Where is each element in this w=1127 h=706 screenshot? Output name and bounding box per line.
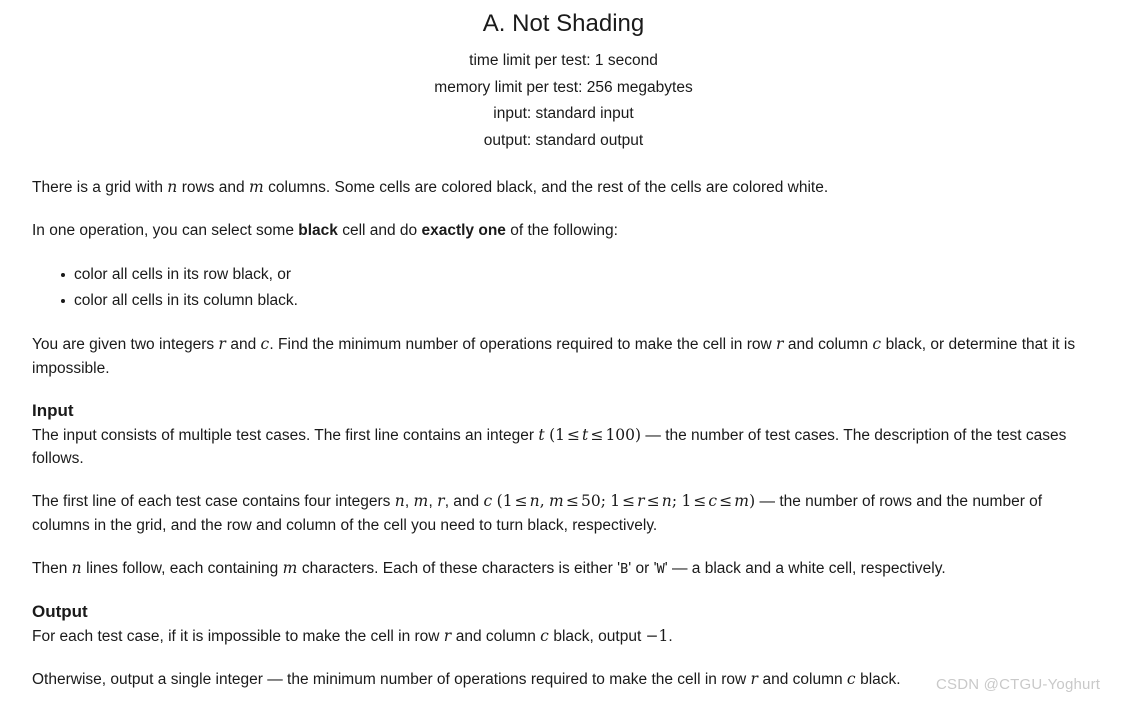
text-fragment: columns. Some cells are colored black, and the rest of the cells are colored white. <box>263 179 829 196</box>
math-var-c: c <box>846 669 856 688</box>
text-fragment: In one operation, you can select some <box>32 222 299 239</box>
list-item-label: color all cells in its column black. <box>74 292 298 309</box>
math-paren-open: ( <box>549 425 556 444</box>
list-item-label: color all cells in its row black, or <box>74 266 292 283</box>
operation-list <box>32 262 1095 314</box>
math-number-1: 1 <box>502 492 513 510</box>
text-fragment: lines follow, each containing <box>81 559 283 577</box>
math-var-m: m <box>248 178 264 196</box>
emphasis-black: black <box>298 222 338 239</box>
text-fragment: rows and <box>177 179 249 196</box>
paragraph-input-testcases <box>32 424 1095 471</box>
paragraph-output-impossible <box>32 625 1095 649</box>
math-leq: ≤ <box>590 425 604 444</box>
text-fragment: For each test case, if it is impossible to make the cell in row <box>32 627 444 645</box>
text-fragment: characters. Each of these characters is either ' <box>297 559 621 577</box>
math-leq: ≤ <box>693 492 707 510</box>
math-paren-close: ) <box>635 425 642 444</box>
text-fragment: , and <box>444 493 484 510</box>
text-fragment: and column <box>758 670 847 688</box>
math-var-m: m <box>734 492 750 510</box>
text-fragment: and column <box>451 627 541 645</box>
text-fragment: The input consists of multiple test cases. The first line contains an integer <box>32 426 539 444</box>
math-paren-open: ( <box>496 492 503 510</box>
text-fragment: — the number of rows and the number of columns in the grid, and the row and column of the cell you need to turn black, respectively. <box>32 493 1043 534</box>
math-var-c: c <box>260 335 270 353</box>
text-fragment: of the following: <box>505 222 618 239</box>
text-fragment: ' or ' <box>628 559 657 577</box>
math-leq: ≤ <box>565 492 579 510</box>
math-number-1: 1 <box>681 492 692 510</box>
paragraph-grid-intro <box>32 176 1095 200</box>
math-leq: ≤ <box>567 425 580 444</box>
watermark: CSDN @CTGU-Yoghurt <box>936 676 1101 693</box>
text-fragment: cell and do <box>337 222 422 239</box>
text-fragment: There is a grid with <box>32 179 168 196</box>
section-title-output: Output <box>32 601 88 621</box>
math-var-r: r <box>750 669 759 688</box>
math-var-n: n <box>529 492 540 510</box>
text-fragment: Otherwise, output a single integer — the minimum number of operations required to make the cell in row <box>32 670 751 688</box>
paragraph-given-integers <box>32 333 1095 380</box>
math-leq: ≤ <box>646 492 660 510</box>
math-var-c: c <box>483 492 493 510</box>
output-mode-line: output: standard output <box>483 131 644 149</box>
math-var-m: m <box>413 492 429 510</box>
statement-body <box>32 176 1095 691</box>
paragraph-operation <box>32 219 1095 243</box>
text-fragment: Then <box>32 559 72 577</box>
emphasis-exactly-one: exactly one <box>421 222 506 239</box>
math-var-c: c <box>708 492 718 510</box>
math-var-n: n <box>167 178 178 196</box>
paragraph-input-grid-lines <box>32 557 1095 582</box>
math-var-t: t <box>582 425 589 444</box>
text-fragment: You are given two integers <box>32 336 219 353</box>
text-fragment: and <box>226 336 261 353</box>
math-var-r: r <box>443 626 452 645</box>
memory-limit-line: memory limit per test: 256 megabytes <box>434 78 693 96</box>
time-limit-line: time limit per test: 1 second <box>469 52 658 69</box>
math-minus-one: −1 <box>645 626 669 645</box>
math-paren-close: ) <box>749 492 756 510</box>
problem-header <box>32 0 1095 154</box>
math-var-r: r <box>776 335 784 353</box>
paragraph-input-format <box>32 490 1095 537</box>
math-leq: ≤ <box>622 492 636 510</box>
list-item <box>61 288 1095 314</box>
math-leq: ≤ <box>719 492 733 510</box>
math-number-1: 1 <box>610 492 621 510</box>
text-fragment: . Find the minimum number of operations required to make the cell in row <box>269 336 776 353</box>
text-fragment: ' — a black and a white cell, respectively. <box>664 559 946 577</box>
math-var-n: n <box>661 492 672 510</box>
text-fragment: , <box>404 493 414 510</box>
list-item <box>61 262 1095 288</box>
math-number-1: 1 <box>555 425 565 444</box>
text-fragment: black, or determine that it is impossible. <box>32 336 1076 377</box>
input-mode-line: input: standard input <box>493 105 634 122</box>
text-fragment: and column <box>783 336 873 353</box>
math-semicolon: ; <box>671 492 678 510</box>
math-var-r: r <box>218 335 227 353</box>
text-fragment: black, output <box>549 627 646 645</box>
math-var-r: r <box>637 492 645 510</box>
math-leq: ≤ <box>514 492 528 510</box>
code-char-white: W <box>656 560 665 577</box>
math-number-100: 100 <box>605 425 636 444</box>
text-fragment: — the number of test cases. The description of the test cases follows. <box>32 426 1067 467</box>
section-title-input: Input <box>32 400 74 420</box>
page-title: A. Not Shading <box>482 10 645 37</box>
math-var-c: c <box>872 335 882 353</box>
math-var-n: n <box>71 558 82 577</box>
math-var-c: c <box>540 626 550 645</box>
text-fragment: . <box>668 627 673 645</box>
text-fragment: , <box>428 493 438 510</box>
math-var-m: m <box>549 492 564 510</box>
text-fragment: black. <box>855 670 901 688</box>
code-char-black: B <box>620 560 629 577</box>
math-comma: , <box>539 492 545 510</box>
text-fragment: The first line of each test case contains four integers <box>32 493 395 510</box>
math-var-t: t <box>538 425 545 444</box>
math-var-r: r <box>437 492 445 510</box>
math-semicolon: ; <box>600 492 606 510</box>
math-var-n: n <box>394 492 405 510</box>
paragraph-output-minimum <box>32 668 1095 692</box>
math-number-50: 50 <box>580 492 601 510</box>
math-var-m: m <box>282 558 298 577</box>
